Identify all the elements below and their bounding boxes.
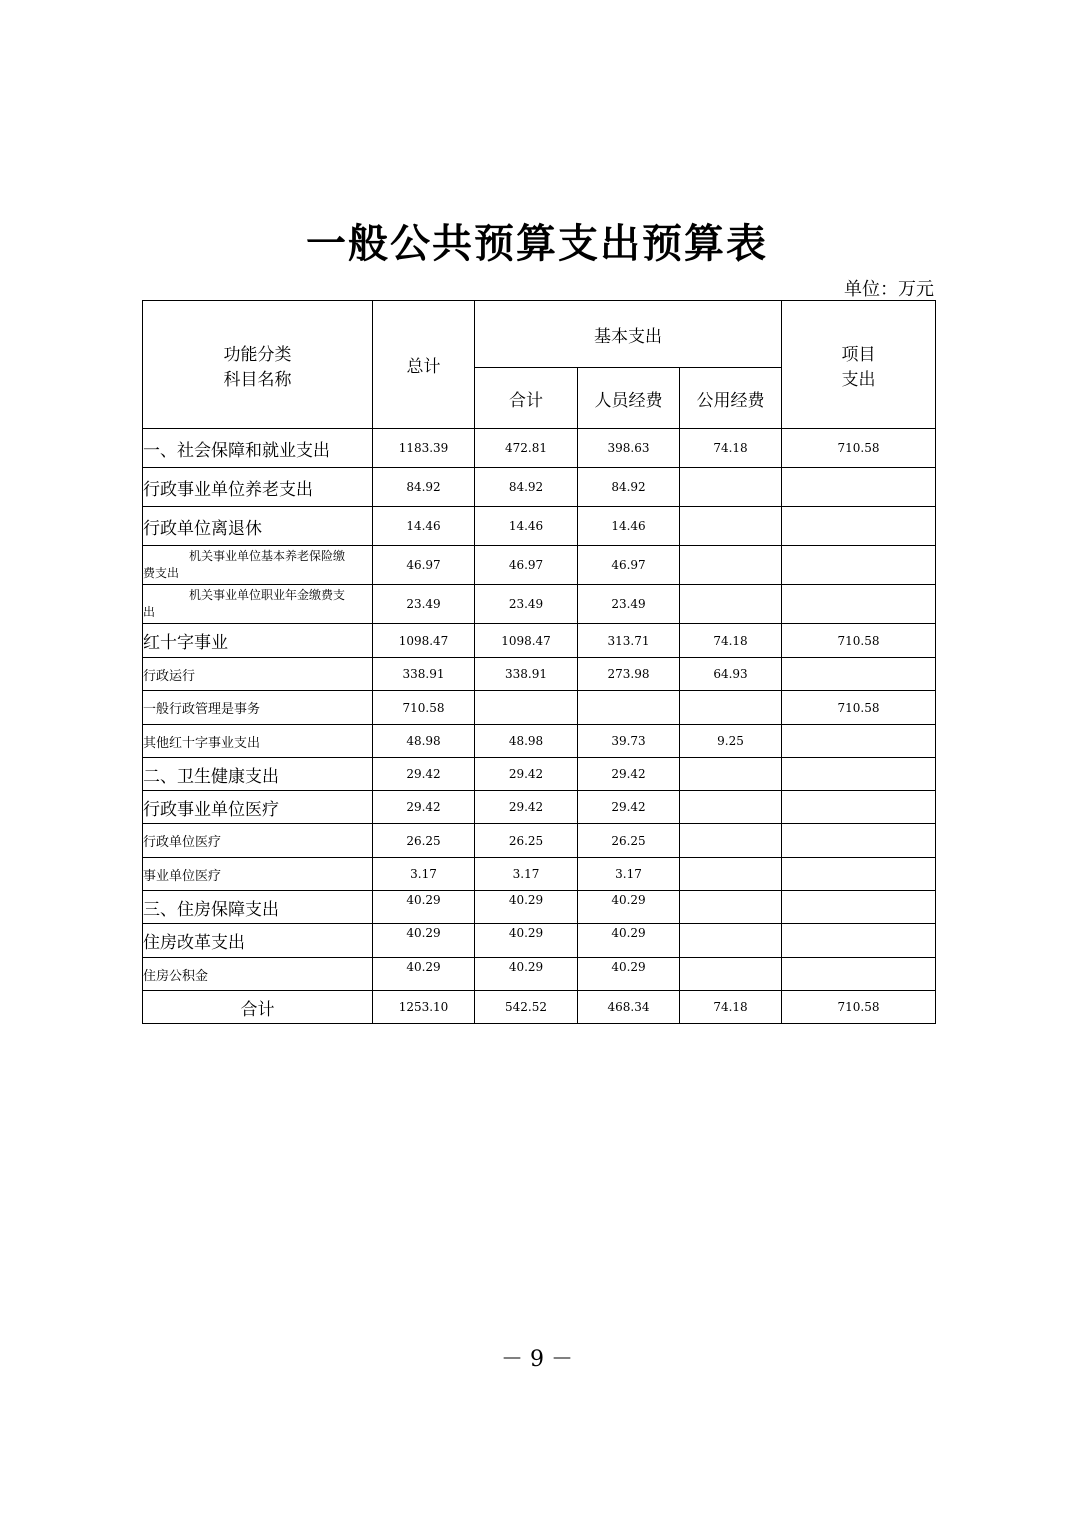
row-name: 二、卫生健康支出 xyxy=(143,758,373,791)
row-total: 46.97 xyxy=(373,546,475,585)
page-title: 一般公共预算支出预算表 xyxy=(306,220,768,267)
row-subtotal: 48.98 xyxy=(475,725,578,758)
row-project xyxy=(782,791,936,824)
row-subtotal: 26.25 xyxy=(475,824,578,858)
row-name: 红十字事业 xyxy=(143,624,373,658)
table-row xyxy=(143,585,936,624)
table-row xyxy=(143,758,936,791)
row-project xyxy=(782,924,936,958)
total-row xyxy=(143,991,936,1024)
row-name: 行政单位医疗 xyxy=(143,824,373,858)
table-row xyxy=(143,725,936,758)
row-name: 行政单位离退休 xyxy=(143,507,373,546)
row-project xyxy=(782,858,936,891)
row-total: 1183.39 xyxy=(373,429,475,468)
row-total: 338.91 xyxy=(373,658,475,691)
table-row xyxy=(143,858,936,891)
table-row xyxy=(143,624,936,658)
total-row-label: 合计 xyxy=(143,991,373,1024)
row-subtotal: 46.97 xyxy=(475,546,578,585)
row-subtotal: 40.29 xyxy=(475,958,578,991)
row-subtotal: 40.29 xyxy=(475,924,578,958)
row-subtotal xyxy=(475,691,578,725)
row-project xyxy=(782,824,936,858)
row-total: 84.92 xyxy=(373,468,475,507)
row-subtotal: 40.29 xyxy=(475,891,578,924)
project-header-line2: 支出 xyxy=(841,369,876,390)
row-project xyxy=(782,585,936,624)
row-public: 9.25 xyxy=(680,725,782,758)
row-name: 行政运行 xyxy=(143,658,373,691)
row-name: 其他红十字事业支出 xyxy=(143,725,373,758)
project-header-line1: 项目 xyxy=(841,344,876,365)
unit-label: 单位：万元 xyxy=(844,279,934,300)
table-row xyxy=(143,791,936,824)
row-name: 行政事业单位养老支出 xyxy=(143,468,373,507)
row-public: 74.18 xyxy=(680,624,782,658)
page-number: － 9 － xyxy=(501,1347,573,1372)
row-total: 23.49 xyxy=(373,585,475,624)
row-project: 710.58 xyxy=(782,429,936,468)
table-row xyxy=(143,658,936,691)
row-public xyxy=(680,758,782,791)
table-row xyxy=(143,891,936,924)
header-row-1 xyxy=(143,301,936,368)
row-name-line2: 出 xyxy=(143,605,156,619)
row-subtotal: 29.42 xyxy=(475,791,578,824)
total-row-public: 74.18 xyxy=(680,991,782,1024)
row-project xyxy=(782,507,936,546)
row-personnel: 23.49 xyxy=(578,585,680,624)
row-total: 29.42 xyxy=(373,791,475,824)
row-personnel: 14.46 xyxy=(578,507,680,546)
budget-table xyxy=(142,300,936,1024)
row-name xyxy=(143,546,373,585)
category-header-line1: 功能分类 xyxy=(223,344,292,365)
row-personnel: 29.42 xyxy=(578,791,680,824)
row-subtotal: 29.42 xyxy=(475,758,578,791)
row-public: 64.93 xyxy=(680,658,782,691)
row-subtotal: 14.46 xyxy=(475,507,578,546)
row-personnel: 40.29 xyxy=(578,924,680,958)
row-project xyxy=(782,891,936,924)
row-name: 行政事业单位医疗 xyxy=(143,791,373,824)
row-personnel: 313.71 xyxy=(578,624,680,658)
total-row-total: 1253.10 xyxy=(373,991,475,1024)
total-row-personnel: 468.34 xyxy=(578,991,680,1024)
row-public xyxy=(680,891,782,924)
row-name: 一、社会保障和就业支出 xyxy=(143,429,373,468)
total-row-subtotal: 542.52 xyxy=(475,991,578,1024)
row-public xyxy=(680,507,782,546)
row-name: 住房公积金 xyxy=(143,958,373,991)
row-total: 710.58 xyxy=(373,691,475,725)
table-row xyxy=(143,691,936,725)
row-project xyxy=(782,468,936,507)
row-project: 710.58 xyxy=(782,624,936,658)
row-subtotal: 3.17 xyxy=(475,858,578,891)
row-name-line1: 机关事业单位职业年金缴费支 xyxy=(189,588,346,602)
table-row xyxy=(143,507,936,546)
row-project xyxy=(782,725,936,758)
row-total: 48.98 xyxy=(373,725,475,758)
row-project xyxy=(782,658,936,691)
row-public xyxy=(680,858,782,891)
row-subtotal: 84.92 xyxy=(475,468,578,507)
category-header-line2: 科目名称 xyxy=(223,369,292,390)
row-total: 40.29 xyxy=(373,958,475,991)
table-row xyxy=(143,429,936,468)
row-personnel: 46.97 xyxy=(578,546,680,585)
row-public xyxy=(680,791,782,824)
row-project xyxy=(782,958,936,991)
row-personnel: 40.29 xyxy=(578,958,680,991)
table-row xyxy=(143,924,936,958)
row-name: 三、住房保障支出 xyxy=(143,891,373,924)
table-row xyxy=(143,546,936,585)
row-public xyxy=(680,824,782,858)
row-personnel: 29.42 xyxy=(578,758,680,791)
row-project xyxy=(782,546,936,585)
row-personnel: 3.17 xyxy=(578,858,680,891)
row-personnel xyxy=(578,691,680,725)
row-personnel: 398.63 xyxy=(578,429,680,468)
row-subtotal: 23.49 xyxy=(475,585,578,624)
row-public xyxy=(680,546,782,585)
total-header: 总计 xyxy=(373,301,475,429)
row-total: 26.25 xyxy=(373,824,475,858)
row-total: 3.17 xyxy=(373,858,475,891)
row-name: 一般行政管理是事务 xyxy=(143,691,373,725)
subtotal-header: 合计 xyxy=(475,368,578,429)
row-subtotal: 338.91 xyxy=(475,658,578,691)
table-row xyxy=(143,468,936,507)
row-project: 710.58 xyxy=(782,691,936,725)
row-personnel: 273.98 xyxy=(578,658,680,691)
project-header xyxy=(782,301,936,429)
row-personnel: 84.92 xyxy=(578,468,680,507)
row-total: 1098.47 xyxy=(373,624,475,658)
table-row xyxy=(143,824,936,858)
row-subtotal: 1098.47 xyxy=(475,624,578,658)
row-name: 住房改革支出 xyxy=(143,924,373,958)
table-row xyxy=(143,958,936,991)
row-public xyxy=(680,468,782,507)
row-public xyxy=(680,585,782,624)
row-public xyxy=(680,924,782,958)
row-personnel: 26.25 xyxy=(578,824,680,858)
row-public: 74.18 xyxy=(680,429,782,468)
category-header xyxy=(143,301,373,429)
row-personnel: 40.29 xyxy=(578,891,680,924)
row-total: 14.46 xyxy=(373,507,475,546)
row-name-line2: 费支出 xyxy=(143,566,180,580)
row-name xyxy=(143,585,373,624)
row-subtotal: 472.81 xyxy=(475,429,578,468)
row-name-line1: 机关事业单位基本养老保险缴 xyxy=(189,549,346,563)
basic-expenditure-header: 基本支出 xyxy=(475,301,782,368)
public-header: 公用经费 xyxy=(680,368,782,429)
row-public xyxy=(680,958,782,991)
row-project xyxy=(782,758,936,791)
row-name: 事业单位医疗 xyxy=(143,858,373,891)
row-total: 29.42 xyxy=(373,758,475,791)
personnel-header: 人员经费 xyxy=(578,368,680,429)
row-personnel: 39.73 xyxy=(578,725,680,758)
row-total: 40.29 xyxy=(373,924,475,958)
total-row-project: 710.58 xyxy=(782,991,936,1024)
row-public xyxy=(680,691,782,725)
row-total: 40.29 xyxy=(373,891,475,924)
